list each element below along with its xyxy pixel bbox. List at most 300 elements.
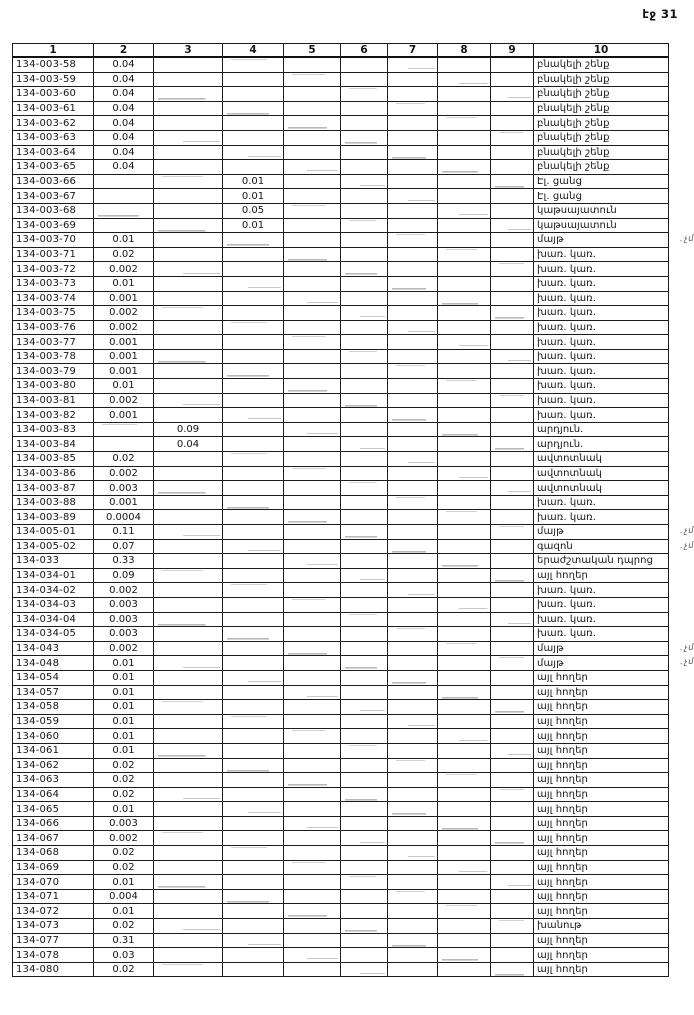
empty-cell <box>438 627 491 642</box>
empty-cell <box>223 320 284 335</box>
empty-cell <box>388 802 438 817</box>
empty-cell <box>388 597 438 612</box>
table-row <box>13 203 669 218</box>
empty-cell <box>154 72 223 87</box>
area-value-cell: 0.02 <box>94 452 154 467</box>
empty-cell <box>154 948 223 963</box>
empty-cell <box>438 700 491 715</box>
empty-cell <box>491 802 534 817</box>
area-value-cell: 0.04 <box>154 437 223 452</box>
column-header: 3 <box>154 44 223 58</box>
table-row <box>13 510 669 525</box>
empty-cell <box>154 743 223 758</box>
empty-cell <box>284 364 341 379</box>
empty-cell <box>154 831 223 846</box>
parcel-id-cell: 134-003-67 <box>13 189 94 204</box>
empty-cell <box>284 875 341 890</box>
empty-cell <box>491 379 534 394</box>
empty-cell <box>438 247 491 262</box>
empty-cell <box>284 554 341 569</box>
area-value-cell: 0.01 <box>94 656 154 671</box>
table-row <box>13 495 669 510</box>
handwritten-note: . չմ <box>680 540 694 551</box>
empty-cell <box>154 452 223 467</box>
empty-cell <box>223 145 284 160</box>
empty-cell <box>438 831 491 846</box>
parcel-id-cell: 134-003-81 <box>13 393 94 408</box>
empty-cell <box>491 627 534 642</box>
empty-cell <box>388 627 438 642</box>
area-value-cell: 0.003 <box>94 627 154 642</box>
landuse-cell: խառ. կառ. <box>534 306 669 321</box>
parcel-id-cell: 134-034-01 <box>13 568 94 583</box>
table-row <box>13 758 669 773</box>
area-value-cell: 0.02 <box>94 247 154 262</box>
empty-cell <box>388 57 438 72</box>
land-parcel-table <box>12 43 694 977</box>
empty-cell <box>388 160 438 175</box>
parcel-id-cell: 134-003-63 <box>13 130 94 145</box>
empty-cell <box>388 72 438 87</box>
landuse-cell: այլ հողեր <box>534 568 669 583</box>
table-row <box>13 57 669 72</box>
table-row <box>13 379 669 394</box>
parcel-id-cell: 134-003-80 <box>13 379 94 394</box>
empty-cell <box>284 860 341 875</box>
empty-cell <box>223 831 284 846</box>
empty-cell <box>491 773 534 788</box>
empty-cell <box>341 291 388 306</box>
empty-cell <box>388 510 438 525</box>
empty-cell <box>341 72 388 87</box>
parcel-id-cell: 134-003-84 <box>13 437 94 452</box>
empty-cell <box>223 364 284 379</box>
empty-cell <box>284 962 341 977</box>
empty-cell <box>388 101 438 116</box>
empty-cell <box>154 130 223 145</box>
empty-cell <box>284 510 341 525</box>
empty-cell <box>438 466 491 481</box>
landuse-cell: այլ հողեր <box>534 714 669 729</box>
empty-cell <box>223 379 284 394</box>
landuse-cell: խառ. կառ. <box>534 612 669 627</box>
empty-cell <box>154 729 223 744</box>
landuse-cell: խառ. կառ. <box>534 276 669 291</box>
empty-cell <box>438 306 491 321</box>
empty-cell <box>341 408 388 423</box>
empty-cell <box>284 714 341 729</box>
empty-cell <box>341 379 388 394</box>
parcel-id-cell: 134-068 <box>13 846 94 861</box>
empty-cell <box>284 495 341 510</box>
empty-cell <box>388 481 438 496</box>
empty-cell <box>341 962 388 977</box>
parcel-id-cell: 134-003-69 <box>13 218 94 233</box>
table-row <box>13 583 669 598</box>
empty-cell <box>154 174 223 189</box>
table-row <box>13 743 669 758</box>
empty-cell <box>491 729 534 744</box>
parcel-id-cell: 134-034-02 <box>13 583 94 598</box>
area-value-cell: 0.01 <box>94 714 154 729</box>
landuse-cell: այլ հողեր <box>534 773 669 788</box>
empty-cell <box>491 233 534 248</box>
area-value-cell: 0.003 <box>94 816 154 831</box>
empty-cell <box>223 948 284 963</box>
parcel-id-cell: 134-003-62 <box>13 116 94 131</box>
column-header: 8 <box>438 44 491 58</box>
area-value-cell: 0.04 <box>94 87 154 102</box>
empty-cell <box>438 787 491 802</box>
empty-cell <box>438 773 491 788</box>
area-value-cell: 0.11 <box>94 525 154 540</box>
empty-cell <box>491 860 534 875</box>
empty-cell <box>491 408 534 423</box>
area-value-cell: 0.01 <box>94 700 154 715</box>
table-row <box>13 276 669 291</box>
empty-cell <box>284 335 341 350</box>
empty-cell <box>341 262 388 277</box>
column-header: 5 <box>284 44 341 58</box>
empty-cell <box>388 218 438 233</box>
empty-cell <box>154 758 223 773</box>
empty-cell <box>154 670 223 685</box>
landuse-cell: խառ. կառ. <box>534 627 669 642</box>
empty-cell <box>284 700 341 715</box>
empty-cell <box>223 306 284 321</box>
empty-cell <box>388 364 438 379</box>
empty-cell <box>491 700 534 715</box>
empty-cell <box>341 846 388 861</box>
empty-cell <box>284 670 341 685</box>
handwritten-note: . չմ <box>680 234 694 245</box>
empty-cell <box>284 919 341 934</box>
parcel-id-cell: 134-077 <box>13 933 94 948</box>
landuse-cell: այլ հողեր <box>534 787 669 802</box>
table-row <box>13 291 669 306</box>
empty-cell <box>438 568 491 583</box>
landuse-cell: խառ. կառ. <box>534 247 669 262</box>
area-value-cell: 0.07 <box>94 539 154 554</box>
area-value-cell: 0.01 <box>94 743 154 758</box>
empty-cell <box>284 393 341 408</box>
parcel-id-cell: 134-003-82 <box>13 408 94 423</box>
empty-cell <box>491 568 534 583</box>
table-row <box>13 87 669 102</box>
empty-cell <box>341 306 388 321</box>
empty-cell <box>438 919 491 934</box>
area-value-cell: 0.04 <box>94 72 154 87</box>
empty-cell <box>341 525 388 540</box>
empty-cell <box>223 554 284 569</box>
empty-cell <box>223 583 284 598</box>
landuse-cell: այլ հողեր <box>534 904 669 919</box>
empty-cell <box>388 612 438 627</box>
landuse-cell: խառ. կառ. <box>534 364 669 379</box>
empty-cell <box>491 948 534 963</box>
empty-cell <box>388 422 438 437</box>
empty-cell <box>491 962 534 977</box>
empty-cell <box>491 656 534 671</box>
table-row <box>13 846 669 861</box>
area-value-cell: 0.004 <box>94 889 154 904</box>
empty-cell <box>491 510 534 525</box>
column-header: 9 <box>491 44 534 58</box>
empty-cell <box>438 320 491 335</box>
empty-cell <box>388 320 438 335</box>
empty-cell <box>341 145 388 160</box>
column-header: 10 <box>534 44 669 58</box>
empty-cell <box>223 597 284 612</box>
empty-cell <box>491 291 534 306</box>
empty-cell <box>491 612 534 627</box>
empty-cell <box>341 758 388 773</box>
area-value-cell: 0.002 <box>94 262 154 277</box>
table-row <box>13 422 669 437</box>
parcel-id-cell: 134-060 <box>13 729 94 744</box>
table-row <box>13 612 669 627</box>
parcel-id-cell: 134-005-02 <box>13 539 94 554</box>
area-value-cell: 0.01 <box>94 670 154 685</box>
empty-cell <box>491 57 534 72</box>
empty-cell <box>154 57 223 72</box>
empty-cell <box>154 320 223 335</box>
empty-cell <box>341 349 388 364</box>
empty-cell <box>284 627 341 642</box>
landuse-cell: մայթ . չմ <box>534 641 669 656</box>
empty-cell <box>491 335 534 350</box>
empty-cell <box>154 904 223 919</box>
landuse-cell: խառ. կառ. <box>534 379 669 394</box>
empty-cell <box>341 320 388 335</box>
empty-cell <box>223 816 284 831</box>
empty-cell <box>223 743 284 758</box>
parcel-id-cell: 134-073 <box>13 919 94 934</box>
table-row <box>13 875 669 890</box>
area-value-cell: 0.02 <box>94 773 154 788</box>
empty-cell <box>341 568 388 583</box>
empty-cell <box>223 510 284 525</box>
landuse-cell: կաթսայատուն <box>534 218 669 233</box>
empty-cell <box>223 627 284 642</box>
empty-cell <box>154 306 223 321</box>
landuse-cell: բնակելի շենք <box>534 116 669 131</box>
table-row <box>13 116 669 131</box>
empty-cell <box>223 525 284 540</box>
empty-cell <box>223 452 284 467</box>
empty-cell <box>223 904 284 919</box>
table-row <box>13 889 669 904</box>
empty-cell <box>491 130 534 145</box>
empty-cell <box>223 685 284 700</box>
empty-cell <box>223 758 284 773</box>
area-value-cell: 0.02 <box>94 860 154 875</box>
area-value-cell: 0.01 <box>94 904 154 919</box>
area-value-cell: 0.001 <box>94 349 154 364</box>
table-row <box>13 481 669 496</box>
empty-cell <box>284 933 341 948</box>
empty-cell <box>154 349 223 364</box>
empty-cell <box>438 612 491 627</box>
empty-cell <box>438 116 491 131</box>
empty-cell <box>154 379 223 394</box>
empty-cell <box>94 189 154 204</box>
empty-cell <box>154 291 223 306</box>
empty-cell <box>341 393 388 408</box>
empty-cell <box>491 816 534 831</box>
empty-cell <box>341 802 388 817</box>
empty-cell <box>388 495 438 510</box>
empty-cell <box>154 276 223 291</box>
empty-cell <box>341 816 388 831</box>
empty-cell <box>388 466 438 481</box>
empty-cell <box>223 72 284 87</box>
empty-cell <box>284 597 341 612</box>
empty-cell <box>438 875 491 890</box>
area-value-cell: 0.33 <box>94 554 154 569</box>
empty-cell <box>438 262 491 277</box>
landuse-cell: խառ. կառ. <box>534 393 669 408</box>
table-row <box>13 145 669 160</box>
empty-cell <box>223 130 284 145</box>
empty-cell <box>223 670 284 685</box>
empty-cell <box>341 189 388 204</box>
empty-cell <box>438 160 491 175</box>
empty-cell <box>223 481 284 496</box>
area-value-cell: 0.002 <box>94 831 154 846</box>
table-row <box>13 816 669 831</box>
landuse-cell: այլ հողեր <box>534 700 669 715</box>
empty-cell <box>438 130 491 145</box>
empty-cell <box>388 335 438 350</box>
empty-cell <box>341 714 388 729</box>
area-value-cell: 0.04 <box>94 57 154 72</box>
empty-cell <box>223 962 284 977</box>
empty-cell <box>438 685 491 700</box>
landuse-cell: Էլ. ցանց <box>534 174 669 189</box>
parcel-id-cell: 134-070 <box>13 875 94 890</box>
empty-cell <box>284 233 341 248</box>
parcel-id-cell: 134-071 <box>13 889 94 904</box>
parcel-id-cell: 134-043 <box>13 641 94 656</box>
empty-cell <box>491 466 534 481</box>
empty-cell <box>438 525 491 540</box>
empty-cell <box>341 495 388 510</box>
empty-cell <box>284 656 341 671</box>
empty-cell <box>154 247 223 262</box>
area-value-cell: 0.01 <box>94 875 154 890</box>
empty-cell <box>341 130 388 145</box>
table-row <box>13 393 669 408</box>
parcel-id-cell: 134-063 <box>13 773 94 788</box>
empty-cell <box>491 189 534 204</box>
landuse-cell: բնակելի շենք <box>534 57 669 72</box>
empty-cell <box>284 145 341 160</box>
empty-cell <box>388 393 438 408</box>
empty-cell <box>284 685 341 700</box>
scanned-table-area <box>12 43 694 977</box>
parcel-id-cell: 134-080 <box>13 962 94 977</box>
empty-cell <box>154 919 223 934</box>
area-value-cell: 0.003 <box>94 481 154 496</box>
empty-cell <box>284 729 341 744</box>
area-value-cell: 0.04 <box>94 130 154 145</box>
landuse-cell: բնակելի շենք <box>534 101 669 116</box>
empty-cell <box>388 203 438 218</box>
area-value-cell: 0.01 <box>223 174 284 189</box>
parcel-id-cell: 134-034-05 <box>13 627 94 642</box>
empty-cell <box>388 306 438 321</box>
empty-cell <box>223 860 284 875</box>
empty-cell <box>154 218 223 233</box>
parcel-id-cell: 134-003-83 <box>13 422 94 437</box>
parcel-id-cell: 134-078 <box>13 948 94 963</box>
empty-cell <box>341 656 388 671</box>
empty-cell <box>388 262 438 277</box>
empty-cell <box>223 101 284 116</box>
empty-cell <box>154 160 223 175</box>
empty-cell <box>438 379 491 394</box>
table-row <box>13 700 669 715</box>
landuse-cell: բնակելի շենք <box>534 145 669 160</box>
empty-cell <box>388 379 438 394</box>
empty-cell <box>284 72 341 87</box>
empty-cell <box>341 101 388 116</box>
empty-cell <box>438 422 491 437</box>
empty-cell <box>388 568 438 583</box>
empty-cell <box>388 743 438 758</box>
empty-cell <box>154 656 223 671</box>
empty-cell <box>438 291 491 306</box>
parcel-id-cell: 134-003-75 <box>13 306 94 321</box>
table-row <box>13 641 669 656</box>
empty-cell <box>438 583 491 598</box>
landuse-cell: երաժշտական դպրոց <box>534 554 669 569</box>
parcel-id-cell: 134-033 <box>13 554 94 569</box>
empty-cell <box>284 743 341 758</box>
empty-cell <box>388 889 438 904</box>
empty-cell <box>223 116 284 131</box>
empty-cell <box>491 393 534 408</box>
area-value-cell: 0.002 <box>94 320 154 335</box>
empty-cell <box>284 247 341 262</box>
empty-cell <box>438 802 491 817</box>
landuse-cell: ավտոտնակ <box>534 481 669 496</box>
empty-cell <box>223 408 284 423</box>
handwritten-note: . չմ <box>680 643 694 654</box>
empty-cell <box>491 670 534 685</box>
area-value-cell: 0.001 <box>94 408 154 423</box>
empty-cell <box>223 495 284 510</box>
empty-cell <box>491 831 534 846</box>
empty-cell <box>341 452 388 467</box>
empty-cell <box>491 846 534 861</box>
empty-cell <box>388 554 438 569</box>
empty-cell <box>284 641 341 656</box>
empty-cell <box>438 57 491 72</box>
empty-cell <box>388 773 438 788</box>
empty-cell <box>438 904 491 919</box>
empty-cell <box>438 203 491 218</box>
empty-cell <box>94 218 154 233</box>
empty-cell <box>491 364 534 379</box>
empty-cell <box>438 393 491 408</box>
empty-cell <box>438 145 491 160</box>
parcel-id-cell: 134-003-78 <box>13 349 94 364</box>
empty-cell <box>284 831 341 846</box>
empty-cell <box>388 349 438 364</box>
table-row <box>13 72 669 87</box>
